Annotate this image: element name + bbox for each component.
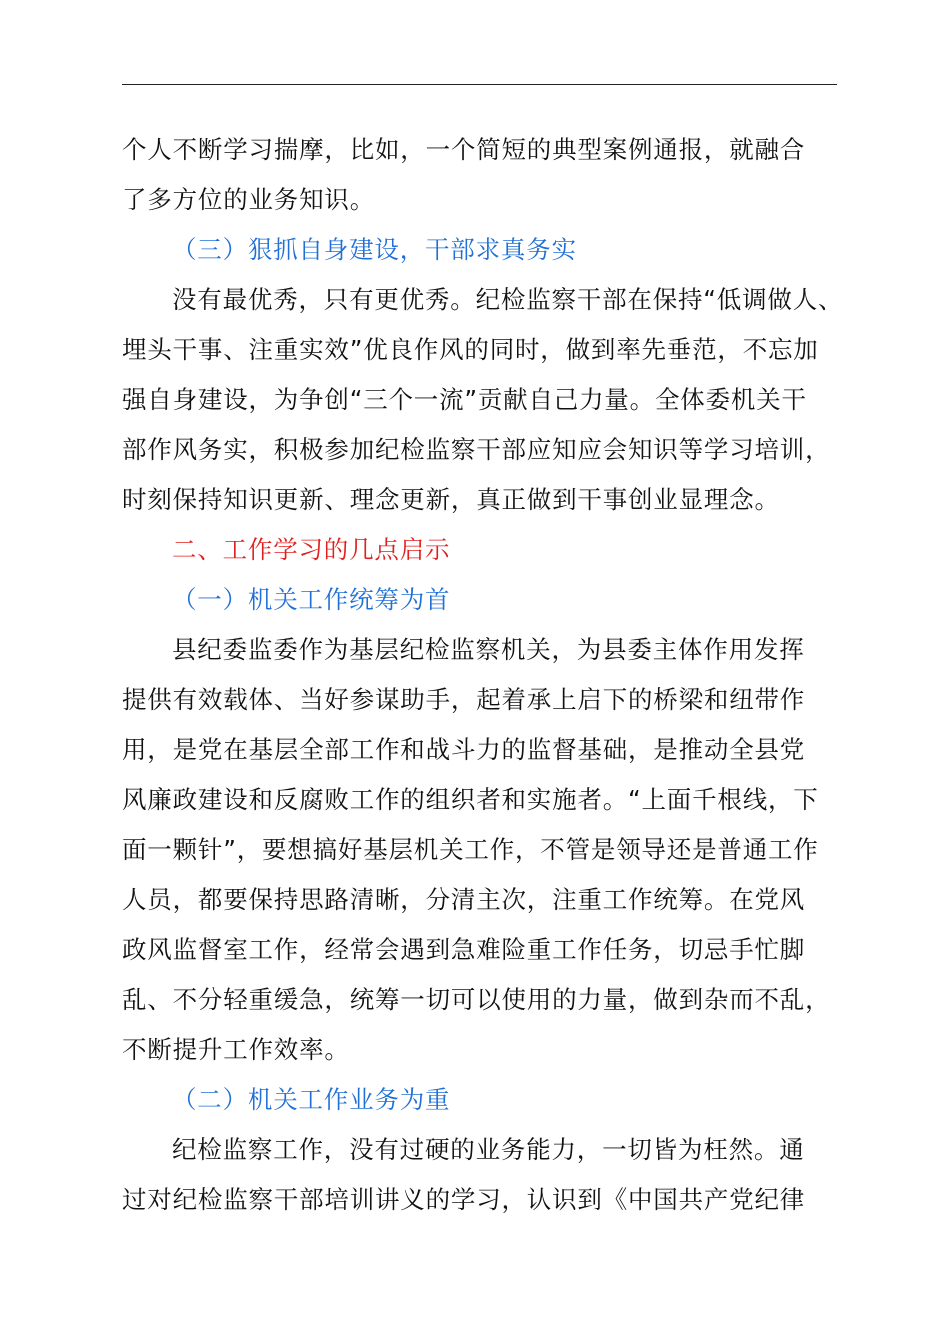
section-subheading: （一）机关工作统筹为首	[172, 585, 451, 614]
paragraph-line: 纪检监察工作，没有过硬的业务能力，一切皆为枉然。通	[172, 1135, 805, 1164]
paragraph-line: 乱、不分轻重缓急，统筹一切可以使用的力量，做到杂而不乱，	[122, 985, 831, 1014]
paragraph-line: 提供有效载体、当好参谋助手，起着承上启下的桥梁和纽带作	[122, 685, 806, 714]
section-subheading: （三）狠抓自身建设，干部求真务实	[172, 235, 577, 264]
paragraph-line: 埋头干事、注重实效”优良作风的同时，做到率先垂范，不忘加	[122, 335, 819, 364]
paragraph-line: 时刻保持知识更新、理念更新，真正做到干事创业显理念。	[122, 485, 780, 514]
header-rule	[122, 84, 837, 85]
paragraph-line: 强自身建设，为争创“三个一流”贡献自己力量。全体委机关干	[122, 385, 807, 414]
section-heading: 二、工作学习的几点启示	[172, 535, 451, 564]
paragraph-line: 个人不断学习揣摩，比如，一个简短的典型案例通报，就融合	[122, 135, 806, 164]
paragraph-line: 县纪委监委作为基层纪检监察机关，为县委主体作用发挥	[172, 635, 805, 664]
paragraph-line: 部作风务实，积极参加纪检监察干部应知应会知识等学习培训，	[122, 435, 831, 464]
paragraph-line: 人员，都要保持思路清晰，分清主次，注重工作统筹。在党风	[122, 885, 806, 914]
document-body	[122, 125, 847, 1225]
paragraph-line: 不断提升工作效率。	[122, 1035, 350, 1064]
paragraph-line: 没有最优秀，只有更优秀。纪检监察干部在保持“低调做人、	[172, 285, 844, 314]
paragraph-line: 过对纪检监察干部培训讲义的学习，认识到《中国共产党纪律	[122, 1185, 806, 1214]
paragraph-line: 风廉政建设和反腐败工作的组织者和实施者。“上面千根线，下	[122, 785, 819, 814]
paragraph-line: 面一颗针”，要想搞好基层机关工作，不管是领导还是普通工作	[122, 835, 819, 864]
paragraph-line: 了多方位的业务知识。	[122, 185, 375, 214]
section-subheading: （二）机关工作业务为重	[172, 1085, 451, 1114]
paragraph-line: 政风监督室工作，经常会遇到急难险重工作任务，切忌手忙脚	[122, 935, 806, 964]
paragraph-line: 用，是党在基层全部工作和战斗力的监督基础，是推动全县党	[122, 735, 806, 764]
